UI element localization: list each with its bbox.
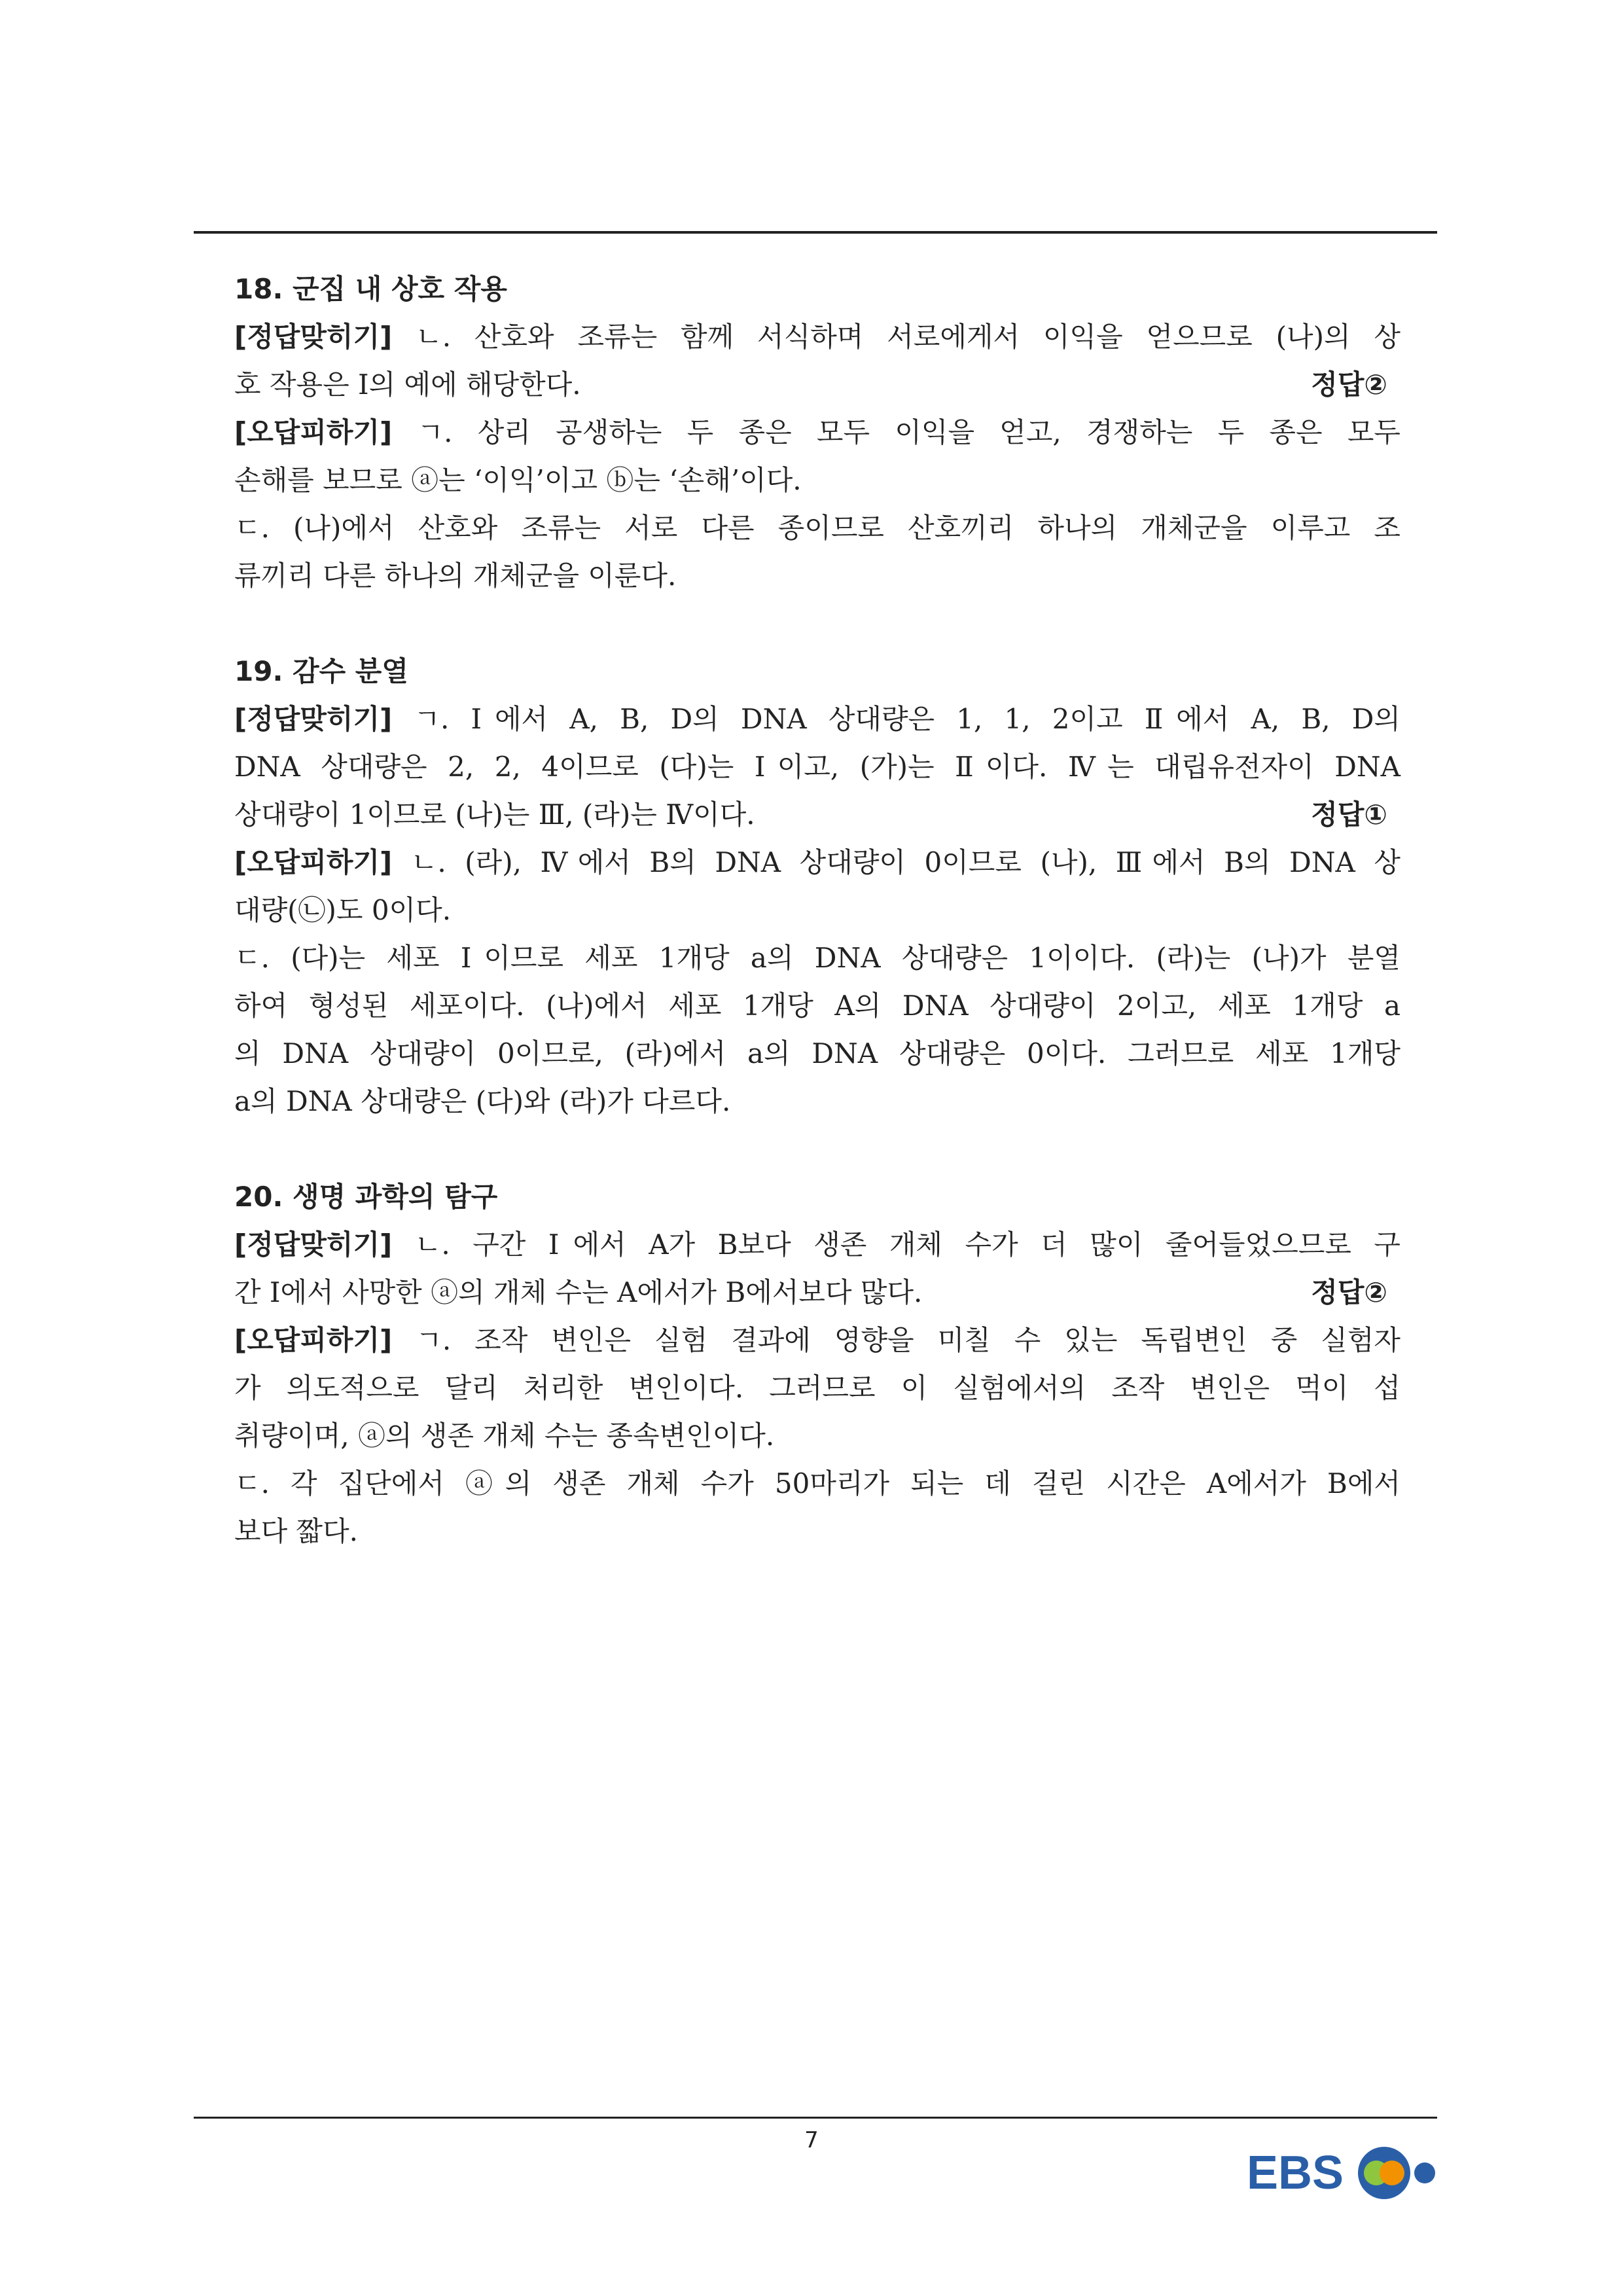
- text-line: [234, 313, 1400, 361]
- answer-label: 정답②: [1311, 368, 1387, 401]
- header-rule: [194, 231, 1437, 234]
- text-line: [234, 1507, 1400, 1555]
- text-line: [234, 1364, 1400, 1412]
- text-line: [234, 934, 1400, 982]
- line-text: 대량(㉡)도 0이다.: [234, 894, 452, 926]
- line-text: 류끼리 다른 하나의 개체군을 이룬다.: [234, 560, 677, 592]
- ebs-logo: [1247, 2139, 1463, 2204]
- text-line: [234, 886, 1400, 934]
- text-line: [234, 1268, 1400, 1316]
- line-text: 호 작용은 Ⅰ의 예에 해당한다.: [234, 368, 581, 401]
- line-text: ㄴ. (라), Ⅳ에서 B의 DNA 상대량이 0이므로 (나), Ⅲ에서 B의 DNA 상: [392, 846, 1400, 878]
- footer-rule: [194, 2117, 1437, 2119]
- ebs-logo-text: EBS: [1247, 2147, 1344, 2199]
- question-title: 18. 군집 내 상호 작용: [234, 273, 507, 305]
- section-label: [정답맞히기]: [234, 703, 393, 735]
- line-text: ㄱ. 조작 변인은 실험 결과에 영향을 미칠 수 있는 독립변인 중 실험자: [392, 1324, 1400, 1356]
- line-text: ㄷ. 각 집단에서 ⓐ의 생존 개체 수가 50마리가 되는 데 걸린 시간은 A에서가 B에서: [234, 1467, 1400, 1499]
- logo-circle-orange: [1380, 2161, 1404, 2185]
- line-text: ㄴ. 구간 Ⅰ에서 A가 B보다 생존 개체 수가 더 많이 줄어들었으므로 구: [392, 1229, 1400, 1261]
- text-line: [234, 408, 1400, 456]
- text-line: [234, 504, 1400, 552]
- section-label: [오답피하기]: [234, 1324, 393, 1356]
- question-section: [234, 647, 1400, 1125]
- section-label: [정답맞히기]: [234, 1229, 393, 1261]
- line-text: 보다 짧다.: [234, 1515, 358, 1547]
- page-number: 7: [804, 2127, 819, 2153]
- text-line: [234, 791, 1400, 838]
- answer-label: 정답①: [1311, 798, 1387, 831]
- line-text: 취량이며, ⓐ의 생존 개체 수는 종속변인이다.: [234, 1420, 775, 1452]
- text-line: [234, 1460, 1400, 1507]
- question-section: [234, 1173, 1400, 1555]
- text-line: [234, 982, 1400, 1030]
- text-line: [234, 838, 1400, 886]
- line-text: 의 DNA 상대량이 0이므로, (라)에서 a의 DNA 상대량은 0이다. 그러므로 세포 1개당: [234, 1037, 1400, 1069]
- logo-dot: [1414, 2162, 1435, 2183]
- text-line: [234, 456, 1400, 504]
- section-label: [정답맞히기]: [234, 321, 393, 353]
- text-line: [234, 552, 1400, 600]
- section-label: [오답피하기]: [234, 416, 393, 448]
- document-body: [234, 265, 1400, 1603]
- section-label: [오답피하기]: [234, 846, 393, 878]
- line-text: ㄷ. (나)에서 산호와 조류는 서로 다른 종이므로 산호끼리 하나의 개체군을 이루고 조: [234, 512, 1400, 544]
- line-text: 상대량이 1이므로 (나)는 Ⅲ, (라)는 Ⅳ이다.: [234, 798, 755, 831]
- line-text: DNA 상대량은 2, 2, 4이므로 (다)는 Ⅰ이고, (가)는 Ⅱ이다. Ⅳ는 대립유전자이 DNA: [234, 751, 1400, 783]
- line-text: ㄱ. 상리 공생하는 두 종은 모두 이익을 얻고, 경쟁하는 두 종은 모두: [392, 416, 1400, 448]
- text-line: [234, 1221, 1400, 1268]
- question-section: [234, 265, 1400, 600]
- question-title: 20. 생명 과학의 탐구: [234, 1181, 498, 1213]
- text-line: [234, 1412, 1400, 1460]
- question-title: 19. 감수 분열: [234, 655, 408, 687]
- line-text: ㄷ. (다)는 세포 Ⅰ이므로 세포 1개당 a의 DNA 상대량은 1이이다. (라)는 (나)가 분열: [234, 942, 1400, 974]
- answer-label: 정답②: [1311, 1276, 1387, 1308]
- line-text: 손해를 보므로 ⓐ는 ‘이익’이고 ⓑ는 ‘손해’이다.: [234, 464, 802, 496]
- line-text: 하여 형성된 세포이다. (나)에서 세포 1개당 A의 DNA 상대량이 2이고, 세포 1개당 a: [234, 990, 1400, 1022]
- text-line: [234, 1030, 1400, 1077]
- line-text: ㄴ. 산호와 조류는 함께 서식하며 서로에게서 이익을 얻으므로 (나)의 상: [392, 321, 1400, 353]
- text-line: [234, 1077, 1400, 1125]
- text-line: [234, 361, 1400, 408]
- text-line: [234, 743, 1400, 791]
- line-text: ㄱ. Ⅰ에서 A, B, D의 DNA 상대량은 1, 1, 2이고 Ⅱ에서 A, B, D의: [392, 703, 1400, 735]
- text-line: [234, 1316, 1400, 1364]
- line-text: 가 의도적으로 달리 처리한 변인이다. 그러므로 이 실험에서의 조작 변인은 먹이 섭: [234, 1372, 1400, 1404]
- line-text: a의 DNA 상대량은 (다)와 (라)가 다르다.: [234, 1085, 731, 1117]
- line-text: 간 Ⅰ에서 사망한 ⓐ의 개체 수는 A에서가 B에서보다 많다.: [234, 1276, 923, 1308]
- text-line: [234, 695, 1400, 743]
